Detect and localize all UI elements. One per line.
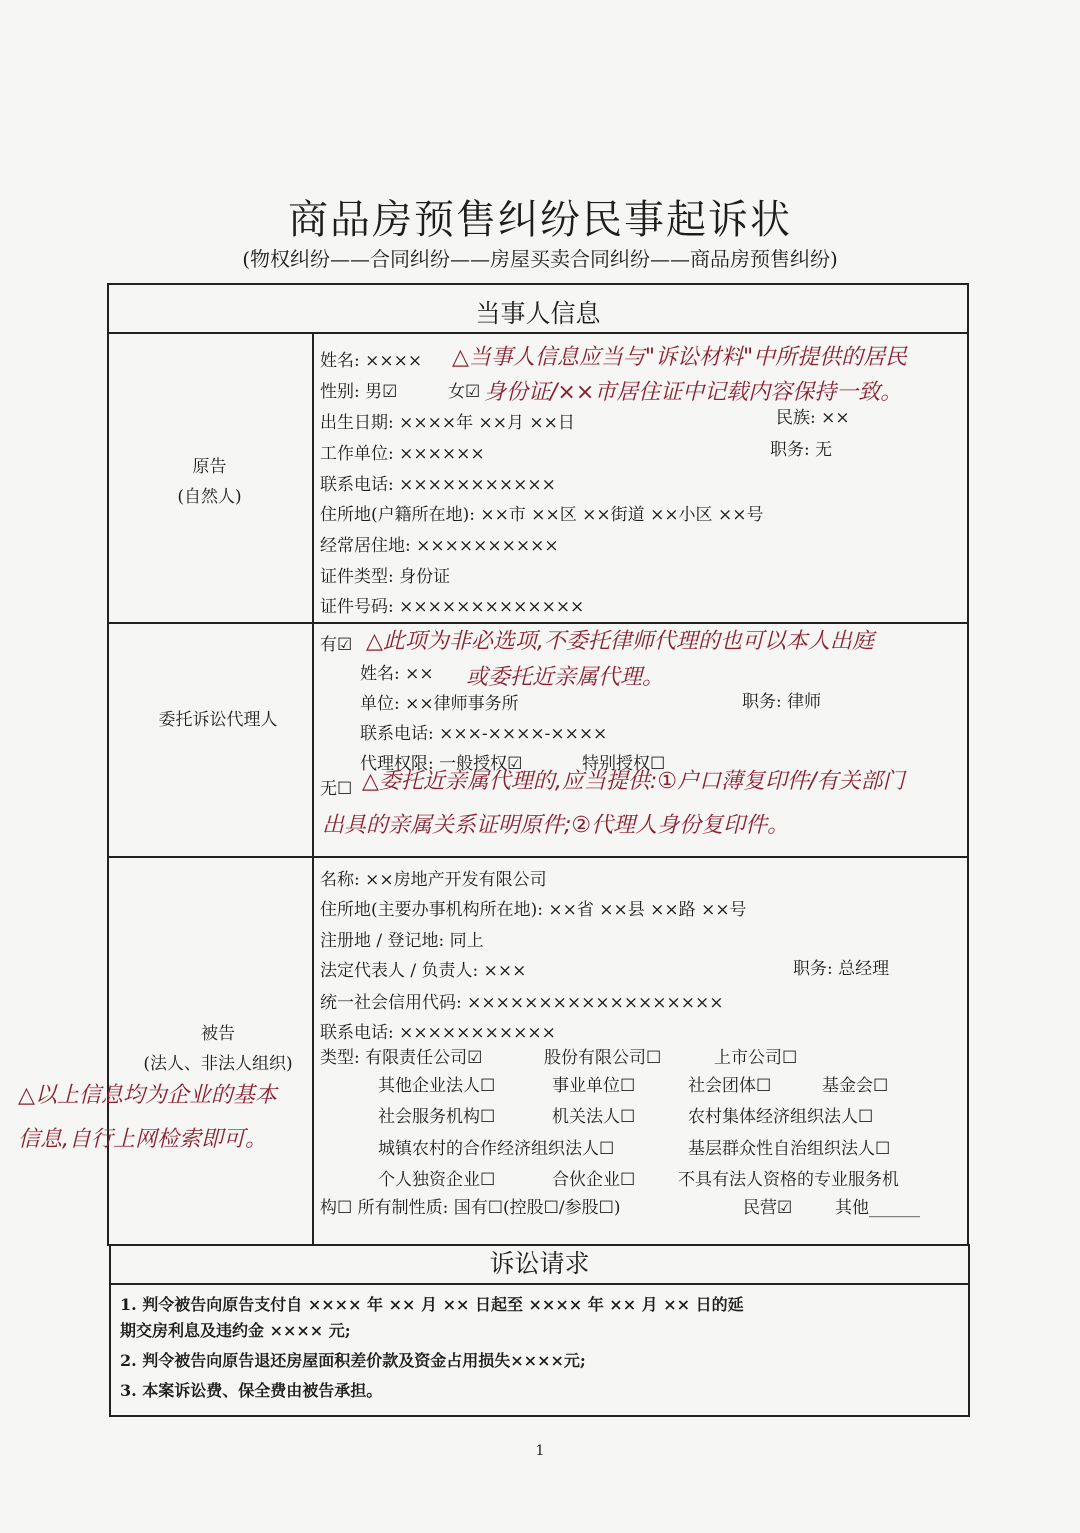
divider [312,332,314,1244]
defendant-rep: 法定代表人 / 负责人: ××× [320,961,527,981]
annotation-4-cont: 信息,自行上网检索即可。 [18,1127,267,1152]
plaintiff-name: 姓名: ×××× [320,351,423,371]
document-subtitle: (物权纠纷——合同纠纷——房屋买卖合同纠纷——商品房预售纠纷) [242,247,838,271]
type-sole-proprietor: 个人独资企业☐ [378,1170,496,1190]
divider [107,332,969,334]
document-title: 商品房预售纠纷民事起诉状 [288,197,792,243]
annotation-2-cont: 或委托近亲属代理。 [466,665,665,690]
divider [109,1283,970,1285]
ownership: 构☐ 所有制性质: 国有☐(控股☐/参股☐) [320,1198,621,1218]
agent-has: 有☑ [320,635,353,655]
defendant-name: 名称: ××房地产开发有限公司 [320,870,547,890]
type-listed: 上市公司☐ [714,1048,798,1068]
plaintiff-residence: 经常居住地: ×××××××××× [320,536,559,556]
agent-name: 姓名: ×× [360,664,434,684]
type-professional-service: 不具有法人资格的专业服务机 [678,1170,899,1190]
annotation-3: △委托近亲属代理的,应当提供:①户口薄复印件/有关部门 [362,769,905,794]
divider [107,856,969,858]
plaintiff-gender-male: 性别: 男☑ [320,382,398,402]
claim-1: 1. 判令被告向原告支付自 ×××× 年 ×× 月 ×× 日起至 ×××× 年 ×× 月 ×× 日的延 [120,1295,744,1314]
agent-phone: 联系电话: ×××-××××-×××× [360,724,608,744]
claims-heading: 诉讼请求 [489,1249,590,1278]
defendant-registered: 注册地 / 登记地: 同上 [320,931,484,951]
claim-1-cont: 期交房利息及违约金 ×××× 元; [120,1321,351,1340]
type-joint-stock: 股份有限公司☐ [544,1048,662,1068]
agent-position: 职务: 律师 [742,692,822,712]
type-llc: 类型: 有限责任公司☑ [320,1048,483,1068]
type-social-service: 社会服务机构☐ [378,1107,496,1127]
party-section-heading: 当事人信息 [475,299,601,328]
annotation-3-cont: 出具的亲属关系证明原件;②代理人身份复印件。 [322,813,790,838]
agent-label: 委托诉讼代理人 [158,710,278,730]
page-number: 1 [535,1443,545,1459]
plaintiff-id-type: 证件类型: 身份证 [320,567,451,587]
plaintiff-domicile: 住所地(户籍所在地): ××市 ××区 ××街道 ××小区 ××号 [320,505,764,525]
type-government: 机关法人☐ [552,1107,636,1127]
type-other-enterprise: 其他企业法人☐ [378,1076,496,1096]
type-rural-collective: 农村集体经济组织法人☐ [688,1107,874,1127]
plaintiff-employer: 工作单位: ×××××× [320,444,485,464]
type-public-institution: 事业单位☐ [552,1076,636,1096]
plaintiff-ethnicity: 民族: ×× [776,408,850,428]
agent-none: 无☐ [320,779,353,799]
annotation-4: △以上信息均为企业的基本 [18,1083,277,1108]
plaintiff-birth: 出生日期: ××××年 ××月 ××日 [320,413,575,433]
defendant-credit-code: 统一社会信用代码: ×××××××××××××××××× [320,993,724,1013]
type-social-group: 社会团体☐ [688,1076,772,1096]
annotation-1: △当事人信息应当与"诉讼材料"中所提供的居民 [452,345,908,370]
annotation-1-cont: 身份证/××市居住证中记载内容保持一致。 [484,380,903,405]
defendant-address: 住所地(主要办事机构所在地): ××省 ××县 ××路 ××号 [320,900,747,920]
type-partnership: 合伙企业☐ [552,1170,636,1190]
claim-2: 2. 判令被告向原告退还房屋面积差价款及资金占用损失××××元; [120,1351,586,1370]
plaintiff-label: 原告 (自然人) [177,457,242,507]
type-grassroots: 基层群众性自治组织法人☐ [688,1139,891,1159]
type-cooperative: 城镇农村的合作经济组织法人☐ [378,1139,615,1159]
agent-unit: 单位: ××律师事务所 [360,694,519,714]
annotation-2: △此项为非必选项,不委托律师代理的也可以本人出庭 [366,629,874,654]
plaintiff-id-number: 证件号码: ××××××××××××× [320,597,585,617]
ownership-other: 其他______ [835,1198,920,1218]
type-foundation: 基金会☐ [822,1076,889,1096]
agent-authority: 代理权限: 一般授权☑ [360,754,523,774]
claim-3: 3. 本案诉讼费、保全费由被告承担。 [120,1381,383,1400]
plaintiff-gender-female: 女☑ [448,382,481,402]
agent-special: 特别授权☐ [582,754,666,774]
plaintiff-position: 职务: 无 [770,440,833,460]
plaintiff-phone: 联系电话: ××××××××××× [320,475,556,495]
defendant-position: 职务: 总经理 [793,959,890,979]
defendant-label: 被告 (法人、非法人组织) [143,1024,293,1074]
ownership-private: 民营☑ [743,1198,793,1218]
defendant-phone: 联系电话: ××××××××××× [320,1023,556,1043]
